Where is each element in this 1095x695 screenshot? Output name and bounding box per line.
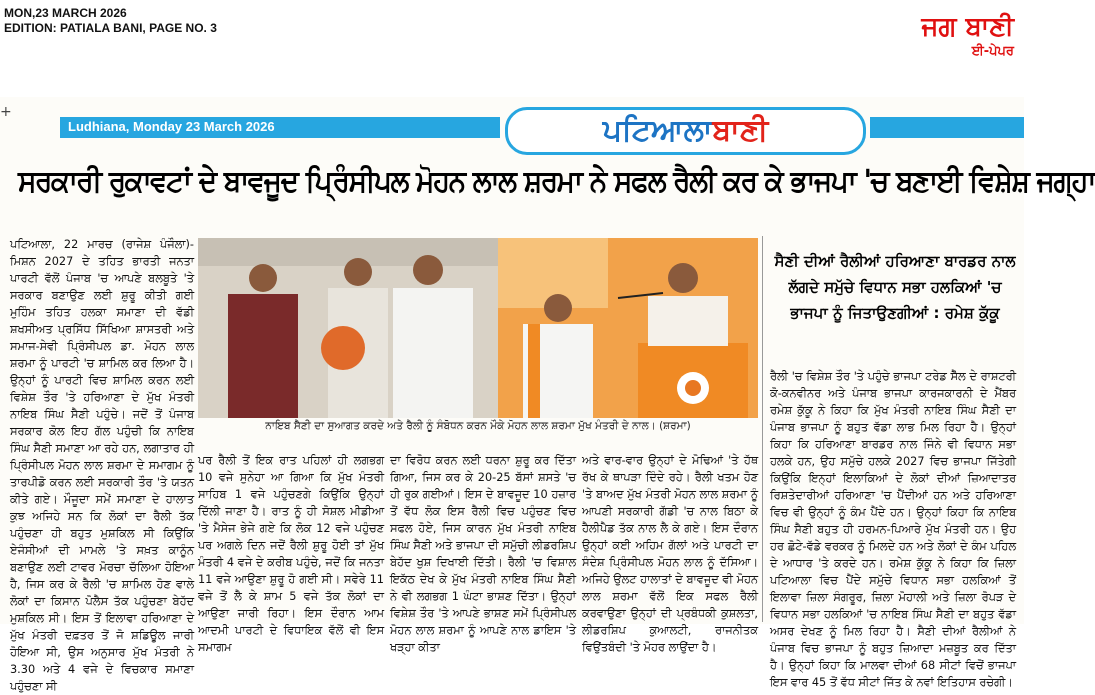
photo-lotus-center <box>685 380 701 396</box>
article-column-2: ਪਰ ਰੈਲੀ ਤੋਂ ਇਕ ਰਾਤ ਪਹਿਲਾਂ ਹੀ ਲਗਭਗ 10 ਵਜੇ ਸੁਨੇਹਾ ਆ ਗਿਆ ਕਿ ਮੁੱਖ ਮੰਤਰੀ ਸਾਹਿਬ 1 ਵਜੇ ਪਹੁੰਚਣਗੇ ਕਿਉਂਕਿ ਉਨ੍ਹਾਂ ਦਿੱਲੀ ਜਾਣਾ ਹੈ। ਰਾਤ ਨੂੰ ਹੀ ਸੋਸ਼ਲ ਮੀਡੀਆ 'ਤੇ ਮੈਸੇਜ ਭੇਜੇ ਗਏ ਕਿ ਲੋਕ 12 ਵਜੇ ਪਹੁੰਚਣ ਪਰ ਅਗਲੇ ਦਿਨ ਜਦੋਂ ਰੈਲੀ ਸ਼ੁਰੂ ਹੋਈ ਤਾਂ ਮੁੱਖ ਮੰਤਰੀ 4 ਵਜੇ ਦੇ ਕਰੀਬ ਪਹੁੰਚੇ, ਜਦੋਂ ਕਿ ਜਨਤਾ 11 ਵਜੇ ਆਉਣਾ ਸ਼ੁਰੂ ਹੋ ਗਈ ਸੀ। ਸਵੇਰੇ 11 ਵਜੇ ਤੋਂ ਲੈ ਕੇ ਸ਼ਾਮ 5 ਵਜੇ ਤੱਕ ਲੋਕਾਂ ਦਾ ਆਉਣਾ ਜਾਰੀ ਰਿਹਾ। ਇਸ ਦੌਰਾਨ ਆਮ ਆਦਮੀ ਪਾਰਟੀ ਦੇ ਵਿਧਾਇਕ ਵੱਲੋਂ ਵੀ ਇਸ ਸਮਾਗਮ <box>198 454 384 654</box>
side-headline[interactable]: ਸੈਣੀ ਦੀਆਂ ਰੈਲੀਆਂ ਹਰਿਆਣਾ ਬਾਰਡਰ ਨਾਲ ਲੱਗਦੇ ਸਮੁੱਚੇ ਵਿਧਾਨ ਸਭਾ ਹਲਕਿਆਂ 'ਚ ਭਾਜਪਾ ਨੂੰ ਜਿਤਾਉਣਗੀਆਂ : ਰਮੇਸ਼ ਕੁੱਕੂ <box>774 252 1016 322</box>
epaper-header <box>0 0 1024 96</box>
logo-subtitle: ਈ-ਪੇਪਰ <box>971 44 1014 59</box>
edition-page: EDITION: PATIALA BANI, PAGE NO. 3 <box>4 21 217 35</box>
photo-person-body <box>648 296 728 346</box>
edition-info <box>4 6 217 36</box>
masthead-part2: ਬਾਣੀ <box>712 113 769 148</box>
side-article-body: ਰੈਲੀ 'ਚ ਵਿਸ਼ੇਸ਼ ਤੌਰ 'ਤੇ ਪਹੁੰਚੇ ਭਾਜਪਾ ਟਰੇਡ ਸੈੱਲ ਦੇ ਰਾਸ਼ਟਰੀ ਕੋ-ਕਨਵੀਨਰ ਅਤੇ ਪੰਜਾਬ ਭਾਜਪਾ ਕਾਰਜਕਾਰਨੀ ਦੇ ਮੈਂਬਰ ਰਮੇਸ਼ ਕੁੱਕੂ ਨੇ ਕਿਹਾ ਕਿ ਮੁੱਖ ਮੰਤਰੀ ਨਾਇਬ ਸਿੰਘ ਸੈਣੀ ਦਾ ਪੰਜਾਬ ਭਾਜਪਾ ਨੂੰ ਬਹੁਤ ਵੱਡਾ ਲਾਭ ਮਿਲ ਰਿਹਾ ਹੈ। ਉਨ੍ਹਾਂ ਕਿਹਾ ਕਿ ਹਰਿਆਣਾ ਬਾਰਡਰ ਨਾਲ ਜਿੰਨੇ ਵੀ ਵਿਧਾਨ ਸਭਾ ਹਲਕੇ ਹਨ, ਉਹ ਸਮੁੱਚੇ ਹਲਕੇ 2027 ਵਿਚ ਭਾਜਪਾ ਜਿੱਤੇਗੀ ਕਿਉਂਕਿ ਇਨ੍ਹਾਂ ਇਲਾਕਿਆਂ ਦੇ ਲੋਕਾਂ ਦੀਆਂ ਜ਼ਿਆਦਾਤਰ ਰਿਸ਼ਤੇਦਾਰੀਆਂ ਹਰਿਆਣਾ 'ਚ ਪੈਂਦੀਆਂ ਹਨ ਅਤੇ ਹਰਿਆਣਾ ਵਿਚ ਵੀ ਉਨ੍ਹਾਂ ਨੂੰ ਕੰਮ ਪੈਂਦੇ ਹਨ। ਉਨ੍ਹਾਂ ਕਿਹਾ ਕਿ ਨਾਇਬ ਸਿੰਘ ਸੈਣੀ ਬਹੁਤ ਹੀ ਹਰਮਨ-ਪਿਆਰੇ ਮੁੱਖ ਮੰਤਰੀ ਹਨ। ਉਹ ਹਰ ਛੋਟੇ-ਵੱਡੇ ਵਰਕਰ ਨੂੰ ਮਿਲਦੇ ਹਨ ਅਤੇ ਲੋਕਾਂ ਦੇ ਕੰਮ ਪਹਿਲ ਦੇ ਆਧਾਰ 'ਤੇ ਕਰਦੇ ਹਨ। ਰਮੇਸ਼ ਕੁੱਕੂ ਨੇ ਕਿਹਾ ਕਿ ਜ਼ਿਲਾ ਪਟਿਆਲਾ ਵਿਚ ਪੈਂਦੇ ਸਮੁੱਚੇ ਵਿਧਾਨ ਸਭਾ ਹਲਕਿਆਂ ਤੋਂ ਇਲਾਵਾ ਜ਼ਿਲਾ ਸੰਗਰੂਰ, ਜ਼ਿਲਾ ਮੋਹਾਲੀ ਅਤੇ ਜ਼ਿਲਾ ਰੋਪੜ ਦੇ ਵਿਧਾਨ ਸਭਾ ਹਲਕਿਆਂ 'ਚ ਨਾਇਬ ਸਿੰਘ ਸੈਣੀ ਦਾ ਬਹੁਤ ਵੱਡਾ ਅਸਰ ਦੇਖਣ ਨੂੰ ਮਿਲ ਰਿਹਾ ਹੈ। ਸੈਣੀ ਦੀਆਂ ਰੈਲੀਆਂ ਨੇ ਪੰਜਾਬ ਵਿਚ ਭਾਜਪਾ ਨੂੰ ਬਹੁਤ ਜ਼ਿਆਦਾ ਮਜ਼ਬੂਤ ਕਰ ਦਿੱਤਾ ਹੈ। ਉਨ੍ਹਾਂ ਕਿਹਾ ਕਿ ਮਾਲਵਾ ਦੀਆਂ 68 ਸੀਟਾਂ ਵਿਚੋਂ ਭਾਜਪਾ ਇਸ ਵਾਰ 45 ਤੋਂ ਵੱਧ ਸੀਟਾਂ ਜਿੱਤ ਕੇ ਨਵਾਂ ਇਤਿਹਾਸ ਰਚੇਗੀ। <box>770 370 1016 689</box>
logo-brand: ਜਗ ਬਾਣੀ <box>921 12 1014 42</box>
news-photo[interactable] <box>198 238 758 418</box>
photo-tent-roof <box>198 238 498 266</box>
article-column-4: ਅਤੇ ਵਾਰ-ਵਾਰ ਉਨ੍ਹਾਂ ਦੇ ਮੋਢਿਆਂ 'ਤੇ ਹੱਥ ਰੱਖ ਕੇ ਥਾਪੜਾ ਦਿੰਦੇ ਰਹੇ। ਰੈਲੀ ਖਤਮ ਹੋਣ 'ਤੇ ਬਾਅਦ ਮੁੱਖ ਮੰਤਰੀ ਮੋਹਨ ਲਾਲ ਸ਼ਰਮਾ ਨੂੰ ਆਪਣੀ ਸਰਕਾਰੀ ਗੱਡੀ 'ਚ ਨਾਲ ਬਿਠਾ ਕੇ ਹੈਲੀਪੈਡ ਤੱਕ ਨਾਲ ਲੈ ਕੇ ਗਏ। ਇਸ ਦੌਰਾਨ ਉਨ੍ਹਾਂ ਕਈ ਅਹਿਮ ਗੱਲਾਂ ਅਤੇ ਪਾਰਟੀ ਦਾ ਸੰਦੇਸ਼ ਪ੍ਰਿੰਸੀਪਲ ਮੋਹਨ ਲਾਲ ਨੂੰ ਦੱਸਿਆ। ਅਜਿਹੇ ਉਲਟ ਹਾਲਾਤਾਂ ਦੇ ਬਾਵਜੂਦ ਵੀ ਮੋਹਨ ਲਾਲ ਸ਼ਰਮਾ ਵੱਲੋਂ ਇਕ ਸਫਲ ਰੈਲੀ ਕਰਵਾਉਣਾ ਉਨ੍ਹਾਂ ਦੀ ਪ੍ਰਬੰਧਕੀ ਕੁਸ਼ਲਤਾ, ਲੀਡਰਸ਼ਿਪ ਕੁਆਲਟੀ, ਰਾਜਨੀਤਕ ਵਿਉਂਤਬੰਦੀ 'ਤੇ ਮੋਹਰ ਲਾਉਂਦਾ ਹੈ। <box>582 454 758 654</box>
photo-person-head <box>668 263 698 293</box>
dateline-text: Ludhiana, Monday 23 March 2026 <box>68 119 275 134</box>
dateline-band-right <box>870 117 1024 138</box>
article-column-1: ਪਟਿਆਲਾ, 22 ਮਾਰਚ (ਰਾਜੇਸ਼ ਪੰਜੌਲਾ)- ਮਿਸ਼ਨ 2027 ਦੇ ਤਹਿਤ ਭਾਰਤੀ ਜਨਤਾ ਪਾਰਟੀ ਵੱਲੋਂ ਪੰਜਾਬ 'ਚ ਆਪਣੇ ਬਲਬੂਤੇ 'ਤੇ ਸਰਕਾਰ ਬਣਾਉਣ ਲਈ ਸ਼ੁਰੂ ਕੀਤੀ ਗਈ ਮੁਹਿੰਮ ਤਹਿਤ ਹਲਕਾ ਸਮਾਣਾ ਦੀ ਵੱਡੀ ਸ਼ਖਸੀਅਤ ਪ੍ਰਸਿੱਧ ਸਿੱਖਿਆ ਸ਼ਾਸਤਰੀ ਅਤੇ ਸਮਾਜ-ਸੇਵੀ ਪ੍ਰਿੰਸੀਪਲ ਡਾ. ਮੋਹਨ ਲਾਲ ਸ਼ਰਮਾ ਨੂੰ ਪਾਰਟੀ 'ਚ ਸ਼ਾਮਿਲ ਕਰ ਲਿਆ ਹੈ। ਉਨ੍ਹਾਂ ਨੂੰ ਪਾਰਟੀ ਵਿਚ ਸ਼ਾਮਿਲ ਕਰਨ ਲਈ ਵਿਸ਼ੇਸ਼ ਤੌਰ 'ਤੇ ਹਰਿਆਣਾ ਦੇ ਮੁੱਖ ਮੰਤਰੀ ਨਾਇਬ ਸਿੰਘ ਸੈਣੀ ਪਹੁੰਚੇ। ਜਦੋਂ ਤੋਂ ਪੰਜਾਬ ਸਰਕਾਰ ਕੋਲ ਇਹ ਗੱਲ ਪਹੁੰਚੀ ਕਿ ਨਾਇਬ ਸਿੰਘ ਸੈਣੀ ਸਮਾਣਾ ਆ ਰਹੇ ਹਨ, ਲਗਾਤਾਰ ਹੀ ਪ੍ਰਿੰਸੀਪਲ ਮੋਹਨ ਲਾਲ ਸ਼ਰਮਾ ਦੇ ਸਮਾਗਮ ਨੂੰ ਤਾਰਪੀਡੋ ਕਰਨ ਲਈ ਸਰਕਾਰੀ ਤੌਰ 'ਤੇ ਯਤਨ ਕੀਤੇ ਗਏ। ਮੌਜੂਦਾ ਸਮੇਂ ਸਮਾਣਾ ਦੇ ਹਾਲਾਤ ਕੁਝ ਅਜਿਹੇ ਸਨ ਕਿ ਲੋਕਾਂ ਦਾ ਰੈਲੀ ਤੱਕ ਪਹੁੰਚਣਾ ਹੀ ਬਹੁਤ ਮੁਸ਼ਕਿਲ ਸੀ ਕਿਉਂਕਿ ਏਜੰਸੀਆਂ ਦੀ ਮਾਮਲੇ 'ਤੇ ਸਖ਼ਤ ਕਾਨੂੰਨ ਬਣਾਉਣ ਲਈ ਟਾਵਰ ਮੋਰਚਾ ਚੱਲਿਆ ਹੋਇਆ ਹੈ, ਜਿਸ ਕਰ ਕੇ ਰੈਲੀ 'ਚ ਸ਼ਾਮਿਲ ਹੋਣ ਵਾਲੇ ਲੋਕਾਂ ਦਾ ਕਿਸਾਨ ਪੋਲੈਸ ਤੱਕ ਪਹੁੰਚਣਾ ਬੇਹੱਦ ਮੁਸ਼ਕਿਲ ਸੀ। ਇਸ ਤੋਂ ਇਲਾਵਾ ਹਰਿਆਣਾ ਦੇ ਮੁੱਖ ਮੰਤਰੀ ਦਫ਼ਤਰ ਤੋਂ ਜੋ ਸ਼ਡਿਊਲ ਜਾਰੀ ਹੋਇਆ ਸੀ, ਉਸ ਅਨੁਸਾਰ ਮੁੱਖ ਮੰਤਰੀ ਨੇ 3.30 ਅਤੇ 4 ਵਜੇ ਦੇ ਵਿਚਕਾਰ ਸਮਾਣਾ ਪਹੁੰਚਣਾ ਸੀ <box>10 238 194 693</box>
masthead-part1: ਪਟਿਆਲਾ <box>602 113 713 148</box>
photo-person-head <box>544 294 572 322</box>
photo-person-body <box>228 294 298 418</box>
section-masthead <box>505 107 866 155</box>
article-column-3: ਦਾ ਵਿਰੋਧ ਕਰਨ ਲਈ ਧਰਨਾ ਸ਼ੁਰੂ ਕਰ ਦਿੱਤਾ ਗਿਆ, ਜਿਸ ਕਰ ਕੇ 20-25 ਬੱਸਾਂ ਸ਼ਸਤੇ 'ਚ ਹੀ ਰੁਕ ਗਈਆਂ। ਇਸ ਦੇ ਬਾਵਜੂਦ 10 ਹਜ਼ਾਰ ਤੋਂ ਵੱਧ ਲੋਕ ਇਸ ਰੈਲੀ ਵਿਚ ਪਹੁੰਚਣ ਵਿਚ ਸਫਲ ਹੋਏ, ਜਿਸ ਕਾਰਨ ਮੁੱਖ ਮੰਤਰੀ ਨਾਇਬ ਸਿੰਘ ਸੈਣੀ ਅਤੇ ਭਾਜਪਾ ਦੀ ਸਮੁੱਚੀ ਲੀਡਰਸ਼ਿਪ ਬੇਹੱਦ ਖੁਸ਼ ਦਿਖਾਈ ਦਿੱਤੀ। ਰੈਲੀ 'ਚ ਵਿਸ਼ਾਲ ਇਕੱਠ ਦੇਖ ਕੇ ਮੁੱਖ ਮੰਤਰੀ ਨਾਇਬ ਸਿੰਘ ਸੈਣੀ ਨੇ ਵੀ ਲਗਭਗ 1 ਘੰਟਾ ਭਾਸ਼ਣ ਦਿੱਤਾ। ਉਨ੍ਹਾਂ ਵਿਸ਼ੇਸ਼ ਤੌਰ 'ਤੇ ਆਪਣੇ ਭਾਸ਼ਣ ਸਮੇਂ ਪ੍ਰਿੰਸੀਪਲ ਮੋਹਨ ਲਾਲ ਸ਼ਰਮਾ ਨੂੰ ਆਪਣੇ ਨਾਲ ਡਾਇਸ 'ਤੇ ਖੜ੍ਹਾ ਕੀਤਾ <box>390 454 576 654</box>
dateline-band <box>60 117 500 138</box>
main-headline[interactable]: ਸਰਕਾਰੀ ਰੁਕਾਵਟਾਂ ਦੇ ਬਾਵਜੂਦ ਪ੍ਰਿੰਸੀਪਲ ਮੋਹਨ ਲਾਲ ਸ਼ਰਮਾ ਨੇ ਸਫਲ ਰੈਲੀ ਕਰ ਕੇ ਭਾਜਪਾ 'ਚ ਬਣਾਈ ਵਿਸ਼ੇਸ਼ ਜਗ੍ਹਾ <box>18 164 1095 199</box>
photo-saffron-scarf <box>528 324 540 418</box>
jagbani-logo[interactable] <box>921 12 1014 59</box>
column-divider <box>762 236 763 622</box>
issue-date: MON,23 MARCH 2026 <box>4 6 127 20</box>
photo-person-head <box>249 264 277 292</box>
photo-person-body <box>393 288 473 418</box>
photo-caption: ਨਾਇਬ ਸੈਣੀ ਦਾ ਸੁਆਗਤ ਕਰਦੇ ਅਤੇ ਰੈਲੀ ਨੂੰ ਸੰਬੋਧਨ ਕਰਨ ਮੌਕੇ ਮੋਹਨ ਲਾਲ ਸ਼ਰਮਾ ਮੁੱਖ ਮੰਤਰੀ ਦੇ ਨਾਲ। (ਸ਼ਰਮਾ) <box>265 420 691 432</box>
crosshair-icon <box>0 104 12 120</box>
photo-bouquet <box>321 326 365 370</box>
photo-person-head <box>344 258 372 286</box>
photo-person-head <box>413 255 443 285</box>
